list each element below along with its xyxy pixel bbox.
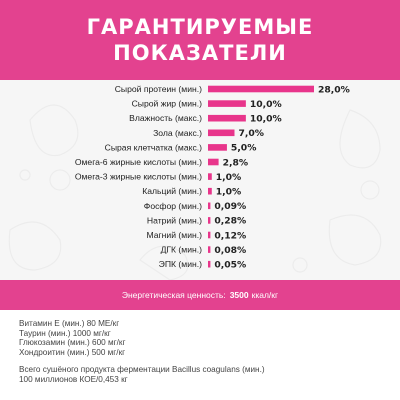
value-label: 7,0% [238,128,264,140]
bar [208,173,212,180]
probiotic-line: 100 миллионов КОЕ/0,453 кг [19,374,128,384]
bar [208,144,227,151]
bar [208,246,210,253]
category-label: ДГК (мин.) [160,244,202,255]
value-label: 1,0% [215,186,242,198]
category-label: Зола (макс.) [153,127,202,138]
value-label: 1,0% [215,171,242,183]
additional-info-panel [0,310,400,400]
nutrient-bar-chart [0,80,400,280]
value-label: 5,0% [230,142,257,154]
value-label: 0,12% [214,230,247,242]
category-label: ЭПК (мин.) [158,259,202,270]
energy-value-band [0,280,400,310]
category-label: Натрий (мин.) [146,215,202,226]
value-label: 28,0% [318,84,350,96]
bar [208,261,210,268]
value-label: 0,09% [214,201,247,213]
bar [208,100,246,107]
category-label: Сырая клетчатка (макс.) [104,142,202,153]
supplement-line: Таурин (мин.) 1000 мг/кг [19,328,111,338]
probiotic-line: Всего сушёного продукта ферментации Bacillus coagulans (мин.) [19,364,265,374]
bar [208,130,235,137]
bar [208,217,210,224]
energy-label: Энергетическая ценность: [121,290,226,300]
value-label: 0,28% [214,215,247,227]
energy-unit: ккал/кг [251,290,279,300]
category-label: Сырой протеин (мин.) [114,84,202,94]
energy-value: 3500 [229,290,249,300]
category-label: Магний (мин.) [146,230,202,240]
category-label: Кальций (мин.) [142,186,202,197]
category-label: Фосфор (мин.) [143,200,202,211]
value-label: 0,05% [214,259,247,271]
category-label: Омега-6 жирные кислоты (мин.) [74,157,202,167]
bar [208,203,210,210]
bar [208,86,314,93]
bar [208,188,212,195]
bar [208,115,246,122]
category-label: Влажность (макс.) [129,113,202,124]
value-label: 2,8% [222,157,249,169]
category-label: Омега-3 жирные кислоты (мин.) [74,171,202,182]
supplement-line: Витамин Е (мин.) 80 МЕ/кг [19,319,120,328]
page-title-line-2: ПОКАЗАТЕЛИ [113,41,287,65]
header-banner [0,0,400,80]
value-label: 10,0% [249,113,282,125]
value-label: 0,08% [214,244,247,256]
category-label: Сырой жир (мин.) [131,98,202,109]
supplement-line: Глюкозамин (мин.) 600 мг/кг [19,338,126,348]
bar [208,159,219,166]
value-label: 10,0% [249,98,282,110]
page-title-line-1: ГАРАНТИРУЕМЫЕ [86,15,314,39]
bar [208,232,210,239]
supplement-line: Хондроитин (мин.) 500 мг/кг [19,348,126,358]
